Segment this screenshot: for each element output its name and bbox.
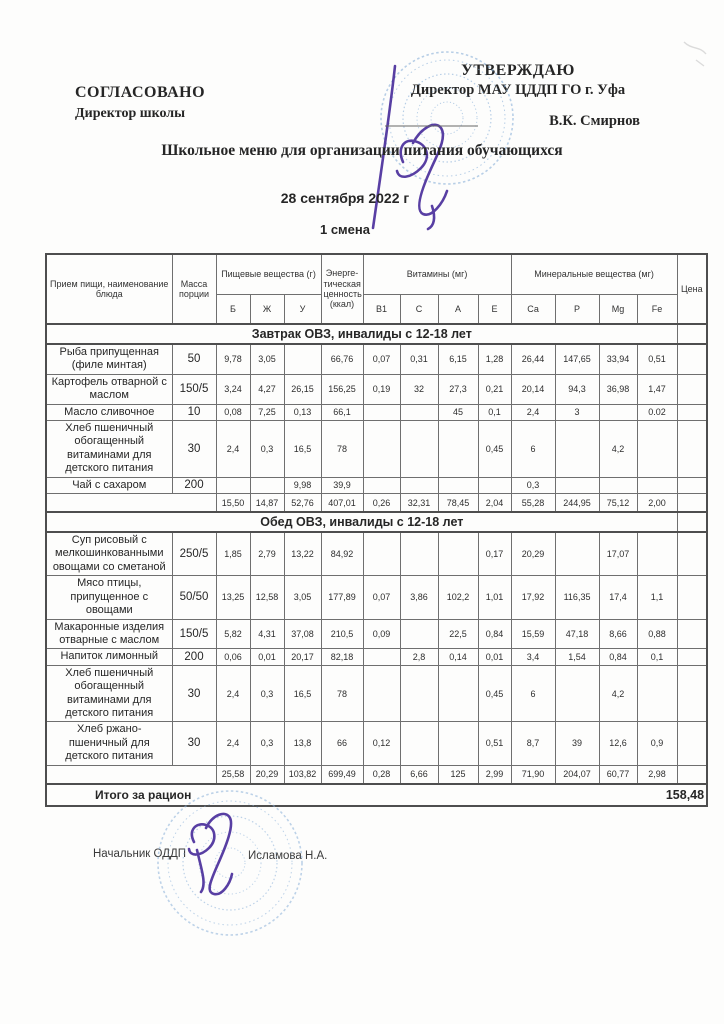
menu-table xyxy=(45,253,708,807)
total-row xyxy=(46,784,707,806)
col-group-nutrients: Пищевые вещества (г) xyxy=(216,254,321,294)
nutrient-value: 0,17 xyxy=(478,532,511,576)
nutrient-value: 2,4 xyxy=(216,665,250,722)
price-value xyxy=(677,665,707,722)
price-value xyxy=(677,477,707,493)
nutrient-value: 0,08 xyxy=(216,404,250,420)
subtotal-value: 204,07 xyxy=(555,765,599,784)
nutrient-value xyxy=(363,649,400,665)
nutrient-value: 0,3 xyxy=(250,421,284,478)
nutrient-value: 0,45 xyxy=(478,421,511,478)
price-value xyxy=(677,404,707,420)
nutrient-value xyxy=(363,532,400,576)
nutrient-value: 2,8 xyxy=(400,649,438,665)
approved-role: Директор МАУ ЦДДП ГО г. Уфа xyxy=(410,82,626,98)
nutrient-value: 0,84 xyxy=(478,619,511,649)
subtotal-price xyxy=(677,765,707,784)
table-row xyxy=(46,722,707,765)
total-value: 158,48 xyxy=(665,787,705,802)
subtotal-row xyxy=(46,494,707,513)
subtotal-value: 2,99 xyxy=(478,765,511,784)
col-header-energy: Энергетическая ценность (ккал) xyxy=(321,254,363,324)
nutrient-value: 116,35 xyxy=(555,576,599,619)
nutrient-value: 0,07 xyxy=(363,344,400,374)
nutrient-value xyxy=(555,421,599,478)
nutrient-value: 1,28 xyxy=(478,344,511,374)
nutrient-value xyxy=(555,665,599,722)
col-header-mass: Масса порции xyxy=(172,254,216,324)
portion-mass: 150/5 xyxy=(172,374,216,404)
subtotal-value: 60,77 xyxy=(599,765,637,784)
price-value xyxy=(677,722,707,765)
dish-name: Масло сливочное xyxy=(46,404,172,420)
dish-name: Мясо птицы, припущенное с овощами xyxy=(46,576,172,619)
nutrient-value: 0,1 xyxy=(478,404,511,420)
nutrient-value: 9,98 xyxy=(284,477,321,493)
nutrient-value: 0,88 xyxy=(637,619,677,649)
subtotal-value: 14,87 xyxy=(250,494,284,513)
subtotal-value: 244,95 xyxy=(555,494,599,513)
col-header-ca: Са xyxy=(511,294,555,324)
nutrient-value: 1,47 xyxy=(637,374,677,404)
nutrient-value xyxy=(637,532,677,576)
nutrient-value xyxy=(400,477,438,493)
nutrient-value: 78 xyxy=(321,665,363,722)
dish-name: Хлеб пшеничный обогащенный витаминами для детского питания xyxy=(46,665,172,722)
nutrient-value xyxy=(400,532,438,576)
nutrient-value: 3 xyxy=(555,404,599,420)
nutrient-value: 0,84 xyxy=(599,649,637,665)
dish-name: Картофель отварной с маслом xyxy=(46,374,172,404)
signatory-name: Исламова Н.А. xyxy=(248,850,328,862)
nutrient-value: 0,19 xyxy=(363,374,400,404)
subtotal-value: 25,58 xyxy=(216,765,250,784)
section-row xyxy=(46,512,707,532)
shift-label: 1 смена xyxy=(319,222,370,237)
subtotal-value: 699,49 xyxy=(321,765,363,784)
col-group-minerals: Минеральные вещества (мг) xyxy=(511,254,677,294)
nutrient-value xyxy=(400,722,438,765)
approved-name: В.К. Смирнов xyxy=(549,113,640,129)
section-title: Обед ОВЗ, инвалиды с 12-18 лет xyxy=(46,512,677,532)
portion-mass: 200 xyxy=(172,649,216,665)
dish-name: Макаронные изделия отварные с маслом xyxy=(46,619,172,649)
agreed-block xyxy=(75,84,205,122)
nutrient-value: 94,3 xyxy=(555,374,599,404)
nutrient-value: 0,3 xyxy=(250,665,284,722)
table-row xyxy=(46,665,707,722)
nutrient-value: 4,2 xyxy=(599,665,637,722)
subtotal-blank xyxy=(46,765,216,784)
nutrient-value xyxy=(400,404,438,420)
nutrient-value: 36,98 xyxy=(599,374,637,404)
nutrient-value: 7,25 xyxy=(250,404,284,420)
nutrient-value: 3,4 xyxy=(511,649,555,665)
nutrient-value xyxy=(599,477,637,493)
total-inner xyxy=(47,785,706,805)
nutrient-value: 13,25 xyxy=(216,576,250,619)
nutrient-value: 66,1 xyxy=(321,404,363,420)
nutrient-value xyxy=(438,532,478,576)
table-row xyxy=(46,649,707,665)
document-title: Школьное меню для организации питания обучающихся xyxy=(161,142,563,159)
nutrient-value: 0,09 xyxy=(363,619,400,649)
nutrient-value: 0,3 xyxy=(511,477,555,493)
nutrient-value: 17,4 xyxy=(599,576,637,619)
nutrient-value xyxy=(363,665,400,722)
nutrient-value: 0,07 xyxy=(363,576,400,619)
nutrient-value: 6,15 xyxy=(438,344,478,374)
nutrient-value: 1,54 xyxy=(555,649,599,665)
approved-label: УТВЕРЖДАЮ xyxy=(461,62,575,79)
nutrient-value: 32 xyxy=(400,374,438,404)
nutrient-value: 3,24 xyxy=(216,374,250,404)
price-value xyxy=(677,649,707,665)
nutrient-value xyxy=(438,477,478,493)
nutrient-value: 37,08 xyxy=(284,619,321,649)
nutrient-value: 26,44 xyxy=(511,344,555,374)
nutrient-value: 20,17 xyxy=(284,649,321,665)
nutrient-value xyxy=(363,477,400,493)
table-row xyxy=(46,404,707,420)
nutrient-value: 20,29 xyxy=(511,532,555,576)
agreed-label: СОГЛАСОВАНО xyxy=(75,84,206,101)
section-title: Завтрак ОВЗ, инвалиды с 12-18 лет xyxy=(46,324,677,344)
nutrient-value: 0,21 xyxy=(478,374,511,404)
subtotal-value: 0,26 xyxy=(363,494,400,513)
price-value xyxy=(677,576,707,619)
col-header-fat: Ж xyxy=(250,294,284,324)
nutrient-value xyxy=(400,665,438,722)
subtotal-blank xyxy=(46,494,216,513)
dish-name: Рыба припущенная (филе минтая) xyxy=(46,344,172,374)
nutrient-value: 39,9 xyxy=(321,477,363,493)
subtotal-value: 32,31 xyxy=(400,494,438,513)
section-price-cell xyxy=(677,512,707,532)
signatory-role: Начальник ОДДП xyxy=(93,848,187,860)
subtotal-value: 2,98 xyxy=(637,765,677,784)
col-header-fe: Fe xyxy=(637,294,677,324)
subtotal-value: 75,12 xyxy=(599,494,637,513)
dish-name: Суп рисовый с мелкошинкованными овощами со сметаной xyxy=(46,532,172,576)
portion-mass: 10 xyxy=(172,404,216,420)
table-header xyxy=(46,254,707,324)
portion-mass: 250/5 xyxy=(172,532,216,576)
nutrient-value: 0,9 xyxy=(637,722,677,765)
nutrient-value: 45 xyxy=(438,404,478,420)
nutrient-value: 0,45 xyxy=(478,665,511,722)
price-value xyxy=(677,532,707,576)
col-header-c: C xyxy=(400,294,438,324)
subtotal-value: 15,50 xyxy=(216,494,250,513)
nutrient-value: 27,3 xyxy=(438,374,478,404)
nutrient-value: 0,51 xyxy=(478,722,511,765)
nutrient-value: 147,65 xyxy=(555,344,599,374)
nutrient-value: 0,01 xyxy=(478,649,511,665)
nutrient-value: 1,85 xyxy=(216,532,250,576)
nutrient-value: 78 xyxy=(321,421,363,478)
nutrient-value xyxy=(438,665,478,722)
col-header-dish: Прием пищи, наименование блюда xyxy=(46,254,172,324)
nutrient-value: 47,18 xyxy=(555,619,599,649)
nutrient-value: 0.02 xyxy=(637,404,677,420)
document-date: 28 сентября 2022 г xyxy=(280,190,410,206)
nutrient-value: 33,94 xyxy=(599,344,637,374)
col-header-a: A xyxy=(438,294,478,324)
agreed-role: Директор школы xyxy=(75,106,186,121)
col-header-carbs: У xyxy=(284,294,321,324)
nutrient-value: 82,18 xyxy=(321,649,363,665)
dish-name: Хлеб ржано-пшеничный для детского питания xyxy=(46,722,172,765)
subtotal-value: 6,66 xyxy=(400,765,438,784)
nutrient-value: 3,86 xyxy=(400,576,438,619)
portion-mass: 30 xyxy=(172,722,216,765)
total-label: Итого за рацион xyxy=(95,787,192,802)
table-row xyxy=(46,374,707,404)
nutrient-value: 20,14 xyxy=(511,374,555,404)
nutrient-value xyxy=(284,344,321,374)
nutrient-value xyxy=(250,477,284,493)
total-cell xyxy=(46,784,707,806)
nutrient-value: 2,4 xyxy=(216,421,250,478)
nutrient-value xyxy=(478,477,511,493)
portion-mass: 30 xyxy=(172,421,216,478)
col-header-p: Р xyxy=(555,294,599,324)
subtotal-value: 71,90 xyxy=(511,765,555,784)
nutrient-value: 177,89 xyxy=(321,576,363,619)
portion-mass: 150/5 xyxy=(172,619,216,649)
round-stamp-icon xyxy=(158,791,302,935)
nutrient-value: 102,2 xyxy=(438,576,478,619)
nutrient-value: 4,2 xyxy=(599,421,637,478)
nutrient-value: 210,5 xyxy=(321,619,363,649)
col-header-price: Цена xyxy=(677,254,707,324)
subtotal-value: 20,29 xyxy=(250,765,284,784)
subtotal-value: 2,00 xyxy=(637,494,677,513)
nutrient-value: 6 xyxy=(511,421,555,478)
nutrient-value: 0,31 xyxy=(400,344,438,374)
nutrient-value: 26,15 xyxy=(284,374,321,404)
nutrient-value: 12,6 xyxy=(599,722,637,765)
nutrient-value: 3,05 xyxy=(250,344,284,374)
nutrient-value xyxy=(555,477,599,493)
nutrient-value xyxy=(400,619,438,649)
nutrient-value: 39 xyxy=(555,722,599,765)
nutrient-value: 13,8 xyxy=(284,722,321,765)
col-header-e: E xyxy=(478,294,511,324)
col-group-vitamins: Витамины (мг) xyxy=(363,254,511,294)
subtotal-value: 103,82 xyxy=(284,765,321,784)
nutrient-value: 9,78 xyxy=(216,344,250,374)
nutrient-value: 66,76 xyxy=(321,344,363,374)
nutrient-value: 0,51 xyxy=(637,344,677,374)
subtotal-row xyxy=(46,765,707,784)
price-value xyxy=(677,344,707,374)
nutrient-value: 3,05 xyxy=(284,576,321,619)
top-stamp-and-signature xyxy=(0,0,724,260)
nutrient-value: 0,3 xyxy=(250,722,284,765)
subtotal-value: 407,01 xyxy=(321,494,363,513)
price-value xyxy=(677,421,707,478)
portion-mass: 200 xyxy=(172,477,216,493)
signature-ink-icon xyxy=(189,814,232,894)
subtotal-value: 125 xyxy=(438,765,478,784)
section-row xyxy=(46,324,707,344)
col-header-b1: B1 xyxy=(363,294,400,324)
nutrient-value: 15,59 xyxy=(511,619,555,649)
nutrient-value: 0,14 xyxy=(438,649,478,665)
nutrient-value: 84,92 xyxy=(321,532,363,576)
price-value xyxy=(677,619,707,649)
nutrient-value xyxy=(637,421,677,478)
nutrient-value xyxy=(637,477,677,493)
nutrient-value: 13,22 xyxy=(284,532,321,576)
nutrient-value: 6 xyxy=(511,665,555,722)
nutrient-value xyxy=(438,722,478,765)
subtotal-value: 52,76 xyxy=(284,494,321,513)
nutrient-value xyxy=(438,421,478,478)
nutrient-value: 0,01 xyxy=(250,649,284,665)
section-price-cell xyxy=(677,324,707,344)
nutrient-value: 8,66 xyxy=(599,619,637,649)
subtotal-value: 55,28 xyxy=(511,494,555,513)
nutrient-value: 66 xyxy=(321,722,363,765)
col-header-protein: Б xyxy=(216,294,250,324)
nutrient-value: 156,25 xyxy=(321,374,363,404)
nutrient-value: 16,5 xyxy=(284,421,321,478)
dish-name: Хлеб пшеничный обогащенный витаминами для детского питания xyxy=(46,421,172,478)
table-row xyxy=(46,576,707,619)
table-row xyxy=(46,619,707,649)
pencil-mark-icon xyxy=(684,42,706,66)
nutrient-value: 4,31 xyxy=(250,619,284,649)
portion-mass: 50 xyxy=(172,344,216,374)
nutrient-value: 0,1 xyxy=(637,649,677,665)
col-header-mg: Mg xyxy=(599,294,637,324)
nutrient-value xyxy=(216,477,250,493)
nutrient-value: 8,7 xyxy=(511,722,555,765)
nutrient-value: 0,13 xyxy=(284,404,321,420)
nutrient-value: 2,4 xyxy=(511,404,555,420)
nutrient-value xyxy=(637,665,677,722)
nutrient-value: 0,06 xyxy=(216,649,250,665)
nutrient-value: 4,27 xyxy=(250,374,284,404)
nutrient-value: 17,07 xyxy=(599,532,637,576)
table-row xyxy=(46,344,707,374)
menu-table-body xyxy=(46,324,707,806)
dish-name: Чай с сахаром xyxy=(46,477,172,493)
dish-name: Напиток лимонный xyxy=(46,649,172,665)
approved-block xyxy=(368,62,668,130)
subtotal-value: 78,45 xyxy=(438,494,478,513)
table-row xyxy=(46,477,707,493)
nutrient-value: 22,5 xyxy=(438,619,478,649)
price-value xyxy=(677,374,707,404)
nutrient-value: 0,12 xyxy=(363,722,400,765)
subtotal-value: 0,28 xyxy=(363,765,400,784)
subtotal-price xyxy=(677,494,707,513)
table-row xyxy=(46,532,707,576)
portion-mass: 30 xyxy=(172,665,216,722)
nutrient-value: 1,1 xyxy=(637,576,677,619)
nutrient-value: 5,82 xyxy=(216,619,250,649)
portion-mass: 50/50 xyxy=(172,576,216,619)
nutrient-value: 2,79 xyxy=(250,532,284,576)
nutrient-value: 1,01 xyxy=(478,576,511,619)
nutrient-value xyxy=(363,404,400,420)
nutrient-value xyxy=(599,404,637,420)
nutrient-value: 16,5 xyxy=(284,665,321,722)
nutrient-value: 2,4 xyxy=(216,722,250,765)
nutrient-value: 17,92 xyxy=(511,576,555,619)
table-row xyxy=(46,421,707,478)
nutrient-value xyxy=(555,532,599,576)
nutrient-value: 12,58 xyxy=(250,576,284,619)
nutrient-value xyxy=(400,421,438,478)
nutrient-value xyxy=(363,421,400,478)
subtotal-value: 2,04 xyxy=(478,494,511,513)
